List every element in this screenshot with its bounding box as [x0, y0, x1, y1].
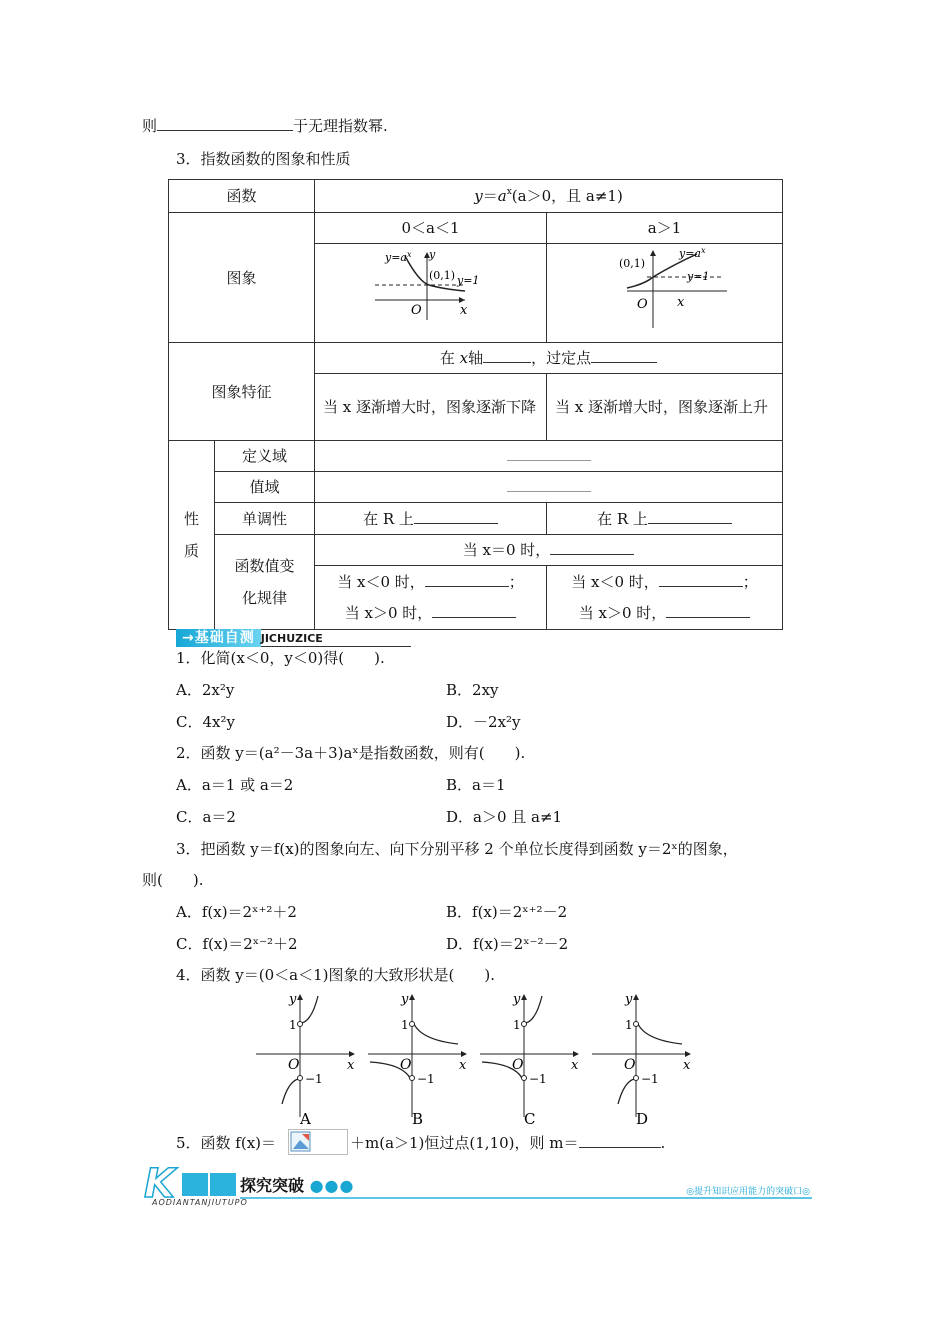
answer-blank[interactable] [483, 346, 531, 363]
monotonic-label: 单调性 [215, 503, 315, 535]
question-3-option-c[interactable]: C．f(x)＝2ˣ⁻²＋2 [176, 935, 298, 953]
x-axis-arrow [349, 1051, 355, 1057]
y-axis-label: y [429, 248, 436, 261]
change-left: 当 x＜0 时， ； 当 x＞0 时， [315, 566, 547, 630]
section-banner [142, 1161, 812, 1210]
question-3-stem-cont: 则( ). [142, 871, 204, 889]
answer-blank[interactable] [550, 538, 634, 555]
y-axis-arrow [633, 994, 639, 1000]
answer-blank[interactable] [648, 507, 732, 524]
y-label: y [625, 992, 633, 1007]
curve-upper [526, 996, 542, 1023]
origin-label: O [624, 1057, 636, 1073]
change-right: 当 x＜0 时， ； 当 x＞0 时， [547, 566, 783, 630]
graph-option-b[interactable] [368, 992, 467, 1128]
intro-prefix: 则 [142, 117, 158, 135]
intro-suffix: 于无理指数幂. [293, 117, 388, 135]
curve-lower [618, 1079, 634, 1104]
features-left: 当 x 逐渐增大时，图象逐渐下降 [315, 374, 547, 441]
x-label: x [347, 1058, 355, 1073]
decreasing-graph-svg [315, 244, 547, 332]
col-right-header: a＞1 [547, 213, 783, 244]
open-point-lower [298, 1076, 303, 1081]
open-point-upper [522, 1022, 527, 1027]
one-label: 1 [625, 1018, 633, 1032]
neg-one-label: −1 [641, 1072, 659, 1086]
domain-label: 定义域 [215, 441, 315, 472]
origin-label: O [637, 297, 648, 312]
question-3-option-b[interactable]: B．f(x)＝2ˣ⁺²－2 [446, 903, 568, 921]
y-axis-arrow [409, 994, 415, 1000]
question-1-stem: 1．化简(x＜0，y＜0)得( ). [176, 649, 385, 667]
question-2-stem: 2．函数 y＝(a²－3a＋3)aˣ是指数函数，则有( ). [176, 744, 526, 762]
question-5-stem-a: 5．函数 f(x)＝ [176, 1134, 277, 1152]
row-graph-label: 图象 [169, 213, 315, 343]
graph-option-d[interactable] [592, 992, 691, 1128]
broken-image-icon [290, 1131, 312, 1153]
origin-label: O [411, 303, 422, 318]
neg-one-label: −1 [529, 1072, 547, 1086]
question-1-option-d[interactable]: D．－2x²y [446, 713, 521, 731]
question-5-stem-b: ＋m(a＞1)恒过点(1,10)，则 m＝ [350, 1134, 579, 1152]
option-letter: A [300, 1110, 311, 1128]
header-function-label: 函数 [169, 180, 315, 213]
answer-blank[interactable] [507, 444, 591, 461]
change-label: 函数值变 化规律 [215, 535, 315, 630]
answer-blank[interactable] [157, 116, 293, 131]
section-tag-bar [176, 628, 411, 647]
answer-blank[interactable] [666, 601, 750, 618]
open-point-upper [634, 1022, 639, 1027]
x-axis-arrow [685, 1051, 691, 1057]
neg-one-label: −1 [417, 1072, 435, 1086]
question-2-option-c[interactable]: C．a＝2 [176, 808, 236, 826]
question-5-stem-b-line [350, 1133, 665, 1153]
y-label: y [401, 992, 409, 1007]
answer-blank[interactable] [425, 570, 509, 587]
graph-decreasing [315, 244, 547, 343]
x-axis-label: x [460, 303, 468, 318]
banner-block [182, 1173, 208, 1196]
question-3-option-d[interactable]: D．f(x)＝2ˣ⁻²－2 [446, 935, 569, 953]
section-sub: JICHUZICE [261, 632, 411, 647]
question-4-stem: 4．函数 y＝(0＜a＜1)图象的大致形状是( ). [176, 966, 495, 984]
graph-option-a[interactable] [256, 992, 355, 1128]
question-1-option-c[interactable]: C．4x²y [176, 713, 235, 731]
change-common: 当 x＝0 时， [315, 535, 783, 566]
banner-block [210, 1173, 236, 1196]
open-point-upper [298, 1022, 303, 1027]
neg-one-label: −1 [305, 1072, 323, 1086]
x-axis-arrow [461, 1051, 467, 1057]
banner-tagline: ◎提升知识应用能力的突破口◎ [686, 1187, 810, 1197]
increasing-graph-svg [547, 244, 783, 332]
intro-line [142, 116, 388, 136]
graph-increasing [547, 244, 783, 343]
domain-value [315, 441, 783, 472]
features-right: 当 x 逐渐增大时，图象逐渐上升 [547, 374, 783, 441]
features-common: 在 x轴 ，过定点 [315, 343, 783, 374]
line-label: y=1 [457, 274, 480, 287]
option-letter: C [524, 1110, 536, 1128]
banner-divider [240, 1197, 812, 1199]
answer-blank[interactable] [414, 507, 498, 524]
answer-blank[interactable] [507, 475, 591, 492]
question-4-graphs [252, 992, 702, 1132]
x-axis-arrow [573, 1051, 579, 1057]
curve-upper [638, 1024, 682, 1044]
y-axis-arrow [297, 994, 303, 1000]
open-point-lower [634, 1076, 639, 1081]
monotonic-right: 在 R 上 [547, 503, 783, 535]
header-function-formula: $y=a^x(a>0$，且 a≠1) [315, 180, 783, 213]
question-1-option-a[interactable]: A．2x²y [176, 681, 235, 699]
question-2-option-a[interactable]: A．a＝1 或 a＝2 [176, 776, 294, 794]
question-3-option-a[interactable]: A．f(x)＝2ˣ⁺²＋2 [176, 903, 297, 921]
x-label: x [683, 1058, 691, 1073]
row-features-label: 图象特征 [169, 343, 315, 441]
answer-blank[interactable] [659, 570, 743, 587]
option-letter: D [636, 1110, 649, 1128]
open-point-lower [522, 1076, 527, 1081]
answer-blank[interactable] [432, 601, 516, 618]
range-value [315, 472, 783, 503]
line-label: y=1 [687, 270, 710, 283]
curve-upper [414, 1024, 458, 1044]
y-axis-arrow [650, 250, 656, 256]
origin-label: O [512, 1057, 524, 1073]
section-tag: →基础自测 [176, 629, 261, 647]
point-label: (0,1) [619, 257, 646, 270]
point-label: (0,1) [429, 269, 456, 282]
open-point-upper [410, 1022, 415, 1027]
curve-upper [302, 996, 318, 1023]
curve-lower [282, 1079, 298, 1104]
graph-option-c[interactable] [480, 992, 579, 1128]
question-3-stem: 3．把函数 y＝f(x)的图象向左、向下分别平移 2 个单位长度得到函数 y＝2ˣ的图象， [176, 840, 738, 858]
y-label: y [289, 992, 297, 1007]
formula-image-placeholder [288, 1129, 348, 1155]
y-label: y [513, 992, 521, 1007]
x-label: x [571, 1058, 579, 1073]
banner-title: 探究突破 ●●● [240, 1176, 355, 1195]
y-axis-arrow [521, 994, 527, 1000]
properties-table [168, 179, 783, 630]
question-2-option-b[interactable]: B．a＝1 [446, 776, 506, 794]
banner-subtitle: AODIANTANJIUTUPO [152, 1198, 248, 1207]
banner-dots: ●●● [309, 1176, 355, 1195]
question-1-option-b[interactable]: B．2xy [446, 681, 499, 699]
origin-label: O [400, 1057, 412, 1073]
x-label: x [459, 1058, 467, 1073]
k-logo: K [144, 1161, 175, 1207]
answer-blank[interactable] [579, 1133, 661, 1148]
option-letter: B [412, 1110, 424, 1128]
curve-label: $y=a^x$ [679, 246, 706, 260]
one-label: 1 [401, 1018, 409, 1032]
answer-blank[interactable] [591, 346, 657, 363]
monotonic-left: 在 R 上 [315, 503, 547, 535]
question-5-stem-c: . [660, 1134, 666, 1152]
origin-label: O [288, 1057, 300, 1073]
curve-label: $y=a^x$ [385, 250, 412, 264]
one-label: 1 [289, 1018, 297, 1032]
open-point-lower [410, 1076, 415, 1081]
one-label: 1 [513, 1018, 521, 1032]
properties-group-label: 性 质 [169, 441, 215, 630]
col-left-header: 0＜a＜1 [315, 213, 547, 244]
x-axis-label: x [677, 295, 685, 310]
section3-title: 3．指数函数的图象和性质 [176, 150, 351, 168]
question-2-option-d[interactable]: D．a＞0 且 a≠1 [446, 808, 563, 826]
range-label: 值域 [215, 472, 315, 503]
